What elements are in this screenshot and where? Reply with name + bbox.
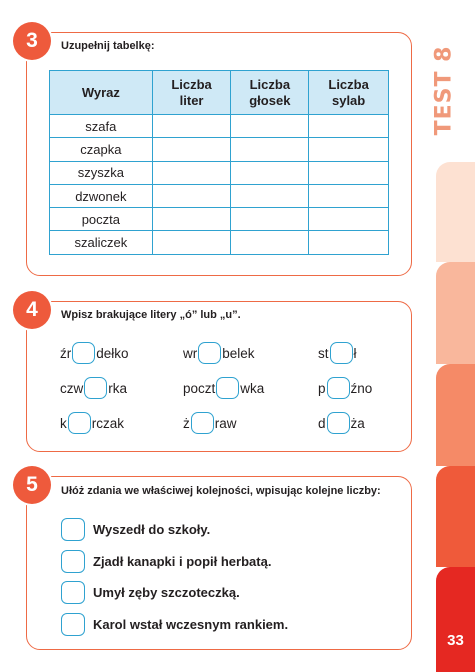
order-number-box[interactable] <box>61 550 85 573</box>
sentence-text: Wyszedł do szkoły. <box>93 522 211 537</box>
table-row <box>50 138 389 161</box>
word-end: wka <box>240 380 265 396</box>
syllables-answer-cell[interactable] <box>309 115 389 138</box>
table-row <box>50 115 389 138</box>
sentence-text: Zjadł kanapki i popił herbatą. <box>93 554 272 569</box>
word-start: k <box>60 415 67 431</box>
side-tab <box>436 162 475 262</box>
letters-answer-cell[interactable] <box>152 231 231 254</box>
header-phonemes: Liczba głosek <box>231 71 309 115</box>
phonemes-answer-cell[interactable] <box>231 115 309 138</box>
letter-blank[interactable] <box>330 342 353 364</box>
header-syllables: Liczba sylab <box>309 71 389 115</box>
missing-letter-word <box>60 377 127 399</box>
word-end: rczak <box>91 415 125 431</box>
table-row <box>50 184 389 207</box>
letter-blank[interactable] <box>327 377 350 399</box>
syllables-answer-cell[interactable] <box>309 184 389 207</box>
phonemes-answer-cell[interactable] <box>231 208 309 231</box>
letters-answer-cell[interactable] <box>152 115 231 138</box>
syllables-answer-cell[interactable] <box>309 231 389 254</box>
missing-letter-word <box>183 412 237 434</box>
word-cell: szaliczek <box>50 231 153 254</box>
missing-letter-word <box>60 342 129 364</box>
missing-letter-word <box>318 412 365 434</box>
phonemes-answer-cell[interactable] <box>231 184 309 207</box>
side-tab <box>436 262 475 364</box>
missing-letter-word <box>183 342 255 364</box>
word-end: dełko <box>96 345 129 361</box>
task-4-instruction: Wpisz brakujące litery „ó” lub „u”. <box>61 309 241 321</box>
header-word: Wyraz <box>50 71 153 115</box>
syllables-answer-cell[interactable] <box>309 208 389 231</box>
task-3-instruction: Uzupełnij tabelkę: <box>61 40 155 52</box>
phonemes-answer-cell[interactable] <box>231 138 309 161</box>
sentence-item <box>61 581 240 604</box>
letter-blank[interactable] <box>68 412 91 434</box>
missing-letter-word <box>183 377 264 399</box>
letter-blank[interactable] <box>191 412 214 434</box>
sentence-item <box>61 550 271 573</box>
word-start: ż <box>183 415 190 431</box>
word-end: ł <box>353 345 357 361</box>
table-row <box>50 231 389 254</box>
word-start: wr <box>183 345 198 361</box>
word-end: raw <box>214 415 237 431</box>
letters-answer-cell[interactable] <box>152 208 231 231</box>
letters-answer-cell[interactable] <box>152 138 231 161</box>
word-cell: szyszka <box>50 161 153 184</box>
table-row <box>50 208 389 231</box>
word-end: rka <box>108 380 128 396</box>
missing-letter-word <box>60 412 124 434</box>
syllables-answer-cell[interactable] <box>309 138 389 161</box>
letter-blank[interactable] <box>216 377 239 399</box>
side-tab <box>436 466 475 567</box>
word-cell: poczta <box>50 208 153 231</box>
word-cell: czapka <box>50 138 153 161</box>
letter-blank[interactable] <box>72 342 95 364</box>
page-number: 33 <box>447 632 464 649</box>
letter-blank[interactable] <box>198 342 221 364</box>
missing-letter-word <box>318 342 357 364</box>
header-letters: Liczba liter <box>152 71 231 115</box>
word-start: czw <box>60 380 84 396</box>
phonemes-answer-cell[interactable] <box>231 231 309 254</box>
word-start: źr <box>60 345 72 361</box>
side-tab <box>436 364 475 466</box>
order-number-box[interactable] <box>61 613 85 636</box>
order-number-box[interactable] <box>61 581 85 604</box>
task-5-number: 5 <box>13 466 51 504</box>
syllables-answer-cell[interactable] <box>309 161 389 184</box>
letters-answer-cell[interactable] <box>152 161 231 184</box>
letter-blank[interactable] <box>84 377 107 399</box>
word-cell: dzwonek <box>50 184 153 207</box>
task-5-instruction: Ułóż zdania we właściwej kolejności, wpisując kolejne liczby: <box>61 485 381 497</box>
sentence-item <box>61 613 288 636</box>
word-start: st <box>318 345 329 361</box>
word-start: poczt <box>183 380 216 396</box>
task-3-number: 3 <box>13 22 51 60</box>
phonemes-answer-cell[interactable] <box>231 161 309 184</box>
word-start: d <box>318 415 326 431</box>
word-cell: szafa <box>50 115 153 138</box>
table-header-row <box>50 71 389 115</box>
table-row <box>50 161 389 184</box>
missing-letter-word <box>318 377 372 399</box>
side-tab <box>436 567 475 672</box>
sentence-text: Umył zęby szczoteczką. <box>93 585 240 600</box>
word-analysis-table <box>49 70 389 255</box>
letters-answer-cell[interactable] <box>152 184 231 207</box>
word-end: ża <box>350 415 365 431</box>
word-start: p <box>318 380 326 396</box>
order-number-box[interactable] <box>61 518 85 541</box>
letter-blank[interactable] <box>327 412 350 434</box>
word-end: belek <box>222 345 255 361</box>
test-label <box>424 40 464 140</box>
sentence-item <box>61 518 210 541</box>
sentence-text: Karol wstał wczesnym rankiem. <box>93 617 289 632</box>
word-end: źno <box>350 380 373 396</box>
test-label-text: TEST 8 <box>431 45 457 135</box>
task-4-number: 4 <box>13 291 51 329</box>
